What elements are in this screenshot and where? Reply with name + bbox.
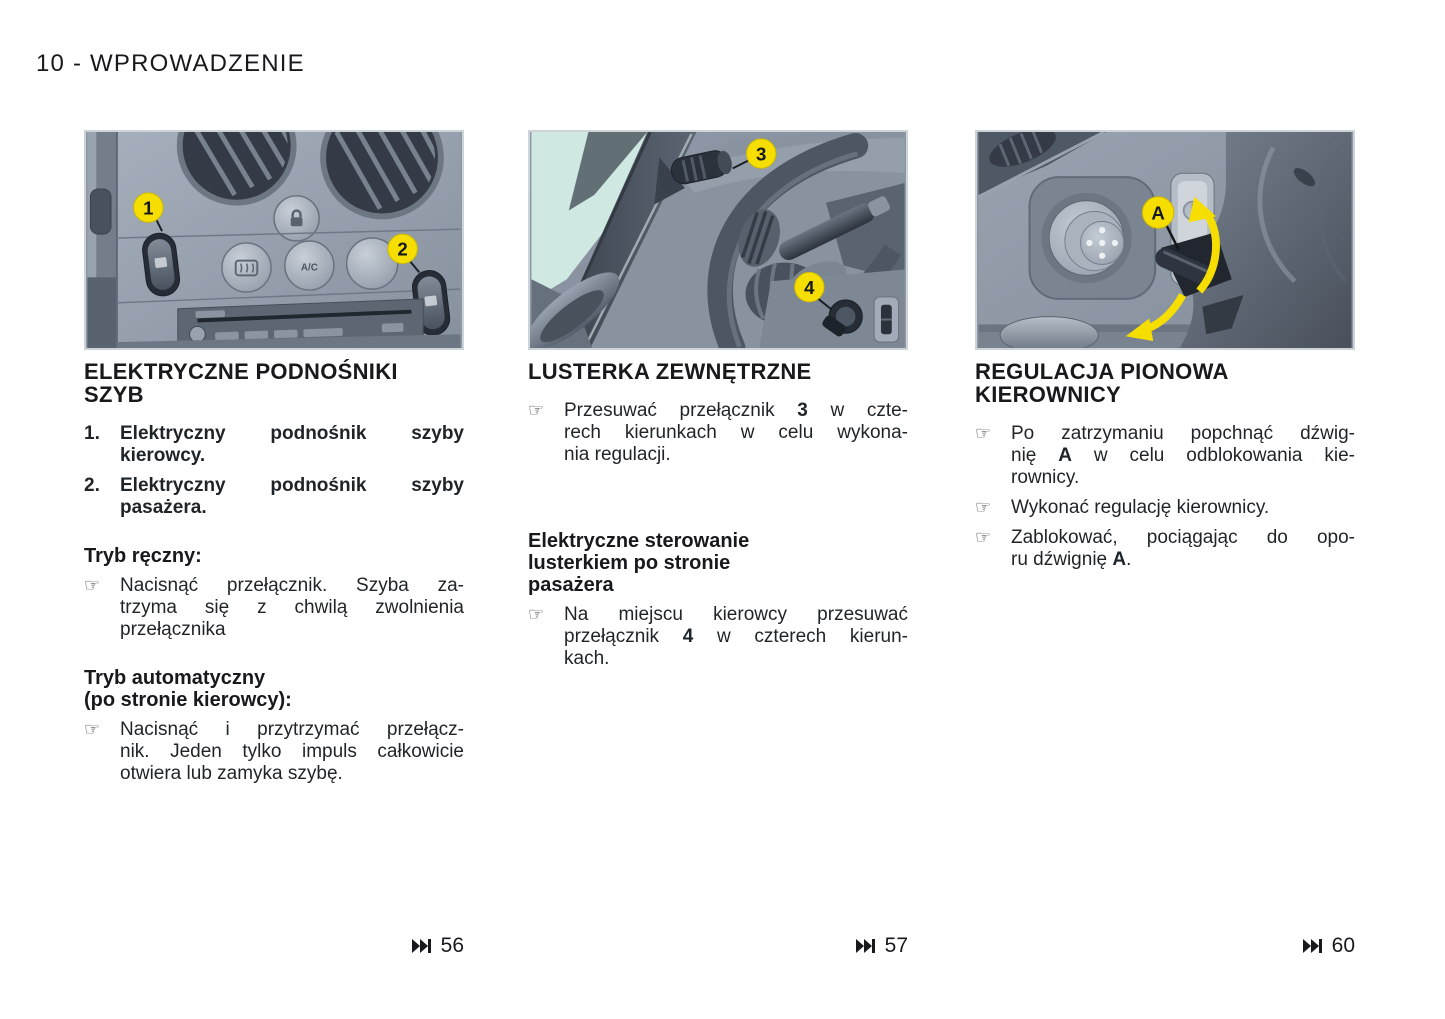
heading-line: ELEKTRYCZNE PODNOŚNIKI (84, 359, 398, 384)
text-line: pasażera. (120, 497, 207, 518)
sub-heading (84, 545, 464, 567)
page-number: 57 (884, 934, 908, 957)
section-heading (975, 360, 1355, 406)
center-console-illustration (86, 132, 462, 348)
skip-to-page-icon (1303, 939, 1323, 953)
item-text (564, 604, 908, 670)
bullet-item (84, 719, 464, 785)
pointing-hand-icon: ☞ (528, 604, 545, 625)
text-line: nik. Jeden tylko impuls całkowicie (120, 741, 464, 762)
figure-steering-wheel-mirror (528, 130, 908, 350)
text-line: ru dźwignię A. (1011, 549, 1132, 570)
text-line: Nacisnąć przełącznik. Szyba za- (120, 575, 464, 596)
svg-text:2: 2 (397, 238, 408, 260)
heading-line: REGULACJA PIONOWA (975, 359, 1229, 384)
page-number: 60 (1331, 934, 1355, 957)
subheading-line: lusterkiem po stronie (528, 552, 731, 574)
item-text (120, 423, 464, 467)
column-steering-adjust (975, 130, 1355, 571)
page-number: 56 (440, 934, 464, 957)
rear-defrost-button-icon (222, 243, 271, 292)
text-line: nię A w celu odblokowania kie- (1011, 445, 1355, 466)
numbered-item (84, 423, 464, 467)
item-text (120, 475, 464, 519)
text-line: przełącznik 4 w czterech kierun- (564, 626, 908, 647)
bullet-item (84, 575, 464, 641)
sub-heading (528, 530, 908, 596)
subheading-line: Tryb automatyczny (84, 667, 266, 689)
text-column (84, 360, 464, 785)
skip-to-page-icon (856, 939, 876, 953)
page-title: 10 - WPROWADZENIE (36, 50, 305, 77)
text-line: Elektryczny podnośnik szyby (120, 423, 464, 444)
bullet-item (975, 497, 1355, 519)
heading-line: LUSTERKA ZEWNĘTRZNE (528, 359, 812, 384)
pointing-hand-icon: ☞ (84, 719, 101, 740)
section-heading (528, 360, 908, 383)
pointing-hand-icon: ☞ (975, 423, 992, 444)
sub-heading (84, 667, 464, 711)
text-line: Wykonać regulację kierownicy. (1011, 497, 1270, 518)
bullet-item (528, 604, 908, 670)
column-exterior-mirrors (528, 130, 908, 670)
text-line: Przesuwać przełącznik 3 w czte- (564, 400, 908, 421)
text-line: Nacisnąć i przytrzymać przełącz- (120, 719, 464, 740)
page-reference (84, 934, 464, 958)
subheading-line: pasażera (528, 574, 614, 596)
manual-mirror-knob-icon (1030, 177, 1156, 299)
subheading-line: Tryb ręczny: (84, 545, 202, 567)
switch-panel-icon (874, 297, 899, 342)
bullet-item (528, 400, 908, 466)
steering-wheel-illustration (530, 132, 906, 348)
svg-text:3: 3 (756, 143, 767, 165)
item-number: 1. (84, 423, 100, 444)
text-column (528, 360, 908, 670)
subheading-line: (po stronie kierowcy): (84, 689, 292, 711)
text-line: nia regulacji. (564, 444, 671, 465)
text-line: trzyma się z chwilą zwolnienia (120, 597, 464, 618)
text-line: Na miejscu kierowcy przesuwać (564, 604, 908, 625)
heading-line: SZYB (84, 382, 144, 407)
text-line: Zablokować, pociągając do opo- (1011, 527, 1355, 548)
figure-column-lever (975, 130, 1355, 350)
skip-to-page-icon (412, 939, 432, 953)
text-line: kierowcy. (120, 445, 206, 466)
page-reference (528, 934, 908, 958)
pointing-hand-icon: ☞ (975, 527, 992, 548)
svg-text:1: 1 (143, 197, 154, 219)
item-text (1011, 497, 1355, 519)
item-number: 2. (84, 475, 100, 496)
text-line: rech kierunkach w celu wykona- (564, 422, 908, 443)
figure-center-console (84, 130, 464, 350)
pointing-hand-icon: ☞ (975, 497, 992, 518)
item-text (1011, 423, 1355, 489)
ac-button-icon (285, 241, 334, 290)
text-line: przełącznika (120, 619, 226, 640)
item-text (120, 575, 464, 641)
text-line: Elektryczny podnośnik szyby (120, 475, 464, 496)
text-line: otwiera lub zamyka szybę. (120, 763, 343, 784)
bullet-item (975, 423, 1355, 489)
svg-text:A/C: A/C (300, 262, 318, 274)
item-text (120, 719, 464, 785)
text-line: Po zatrzymaniu popchnąć dźwig- (1011, 423, 1355, 444)
svg-text:A: A (1151, 202, 1165, 224)
column-lever-illustration (977, 132, 1353, 348)
column-electric-windows (84, 130, 464, 785)
section-heading (84, 360, 464, 406)
text-column (975, 360, 1355, 571)
item-text (564, 400, 908, 466)
bullet-item (975, 527, 1355, 571)
pointing-hand-icon: ☞ (528, 400, 545, 421)
item-text (1011, 527, 1355, 571)
page-reference (975, 934, 1355, 958)
subheading-line: Elektryczne sterowanie (528, 530, 750, 552)
numbered-item (84, 475, 464, 519)
text-line: kach. (564, 648, 610, 669)
text-line: rownicy. (1011, 467, 1080, 488)
svg-text:4: 4 (804, 277, 815, 298)
heading-line: KIEROWNICY (975, 382, 1121, 407)
pointing-hand-icon: ☞ (84, 575, 101, 596)
